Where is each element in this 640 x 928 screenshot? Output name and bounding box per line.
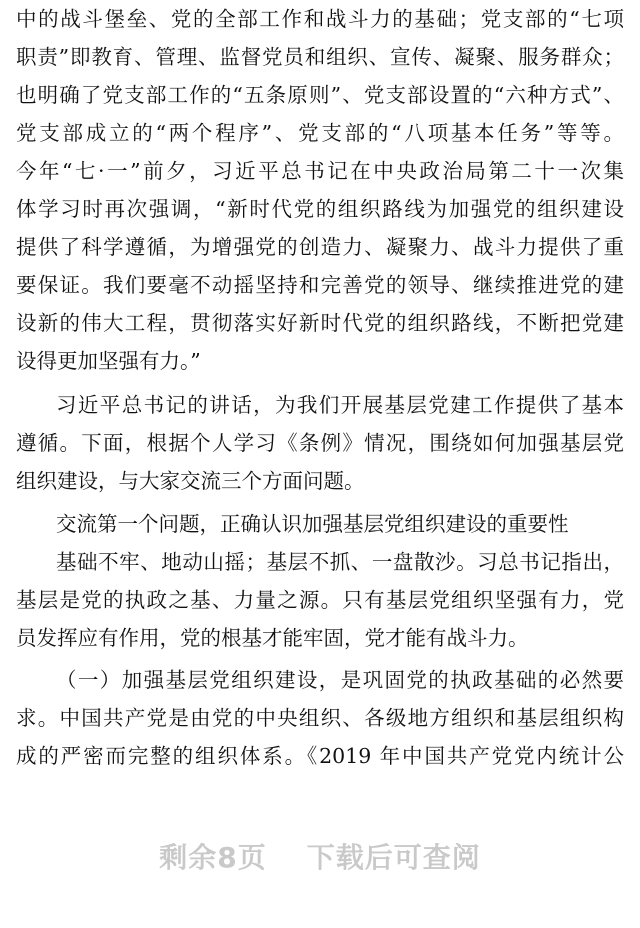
- body-text-line: 习近平总书记的讲话，为我们开展基层党建工作提供了基本: [56, 393, 624, 417]
- body-text-line: （一）加强基层党组织建设，是巩固党的执政基础的必然要: [56, 668, 624, 692]
- body-text-line: 体学习时再次强调，“新时代党的组织路线为加强党的组织建设: [16, 197, 624, 221]
- remaining-pages-label: 剩余8页: [159, 841, 267, 874]
- body-text-line: 职责”即教育、管理、监督党员和组织、宣传、凝聚、服务群众；: [16, 45, 624, 69]
- body-text-line: 设得更加坚强有力。”: [16, 349, 201, 373]
- body-text-line: 员发挥应有作用，党的根基才能牢固，党才能有战斗力。: [16, 626, 529, 650]
- body-text-line: 成的严密而完整的组织体系。《2019 年中国共产党党内统计公: [16, 744, 624, 768]
- body-text-line: 也明确了党支部工作的“五条原则”、党支部设置的“六种方式”、: [16, 83, 624, 107]
- body-text-line: 遵循。下面，根据个人学习《条例》情况，围绕如何加强基层党: [16, 431, 624, 455]
- body-text-line: 中的战斗堡垒、党的全部工作和战斗力的基础；党支部的“七项: [16, 7, 624, 31]
- section-heading: 交流第一个问题，正确认识加强基层党组织建设的重要性: [56, 512, 569, 536]
- download-prompt-label: 下载后可查阅: [306, 841, 481, 874]
- download-notice-link[interactable]: [0, 838, 640, 878]
- body-text-line: 党支部成立的“两个程序”、党支部的“八项基本任务”等等。: [16, 121, 624, 145]
- body-text-line: 要保证。我们要毫不动摇坚持和完善党的领导、继续推进党的建: [16, 273, 624, 297]
- body-text-line: 基础不牢、地动山摇；基层不抓、一盘散沙。习总书记指出，: [56, 550, 624, 574]
- body-text-line: 基层是党的执政之基、力量之源。只有基层党组织坚强有力，党: [16, 588, 624, 612]
- body-text-line: 提供了科学遵循，为增强党的创造力、凝聚力、战斗力提供了重: [16, 235, 624, 259]
- body-text-line: 组织建设，与大家交流三个方面问题。: [16, 469, 365, 493]
- body-text-line: 求。中国共产党是由党的中央组织、各级地方组织和基层组织构: [16, 706, 624, 730]
- body-text-line: 今年“七·一”前夕，习近平总书记在中央政治局第二十一次集: [16, 159, 624, 183]
- body-text-line: 设新的伟大工程，贯彻落实好新时代党的组织路线，不断把党建: [16, 311, 624, 335]
